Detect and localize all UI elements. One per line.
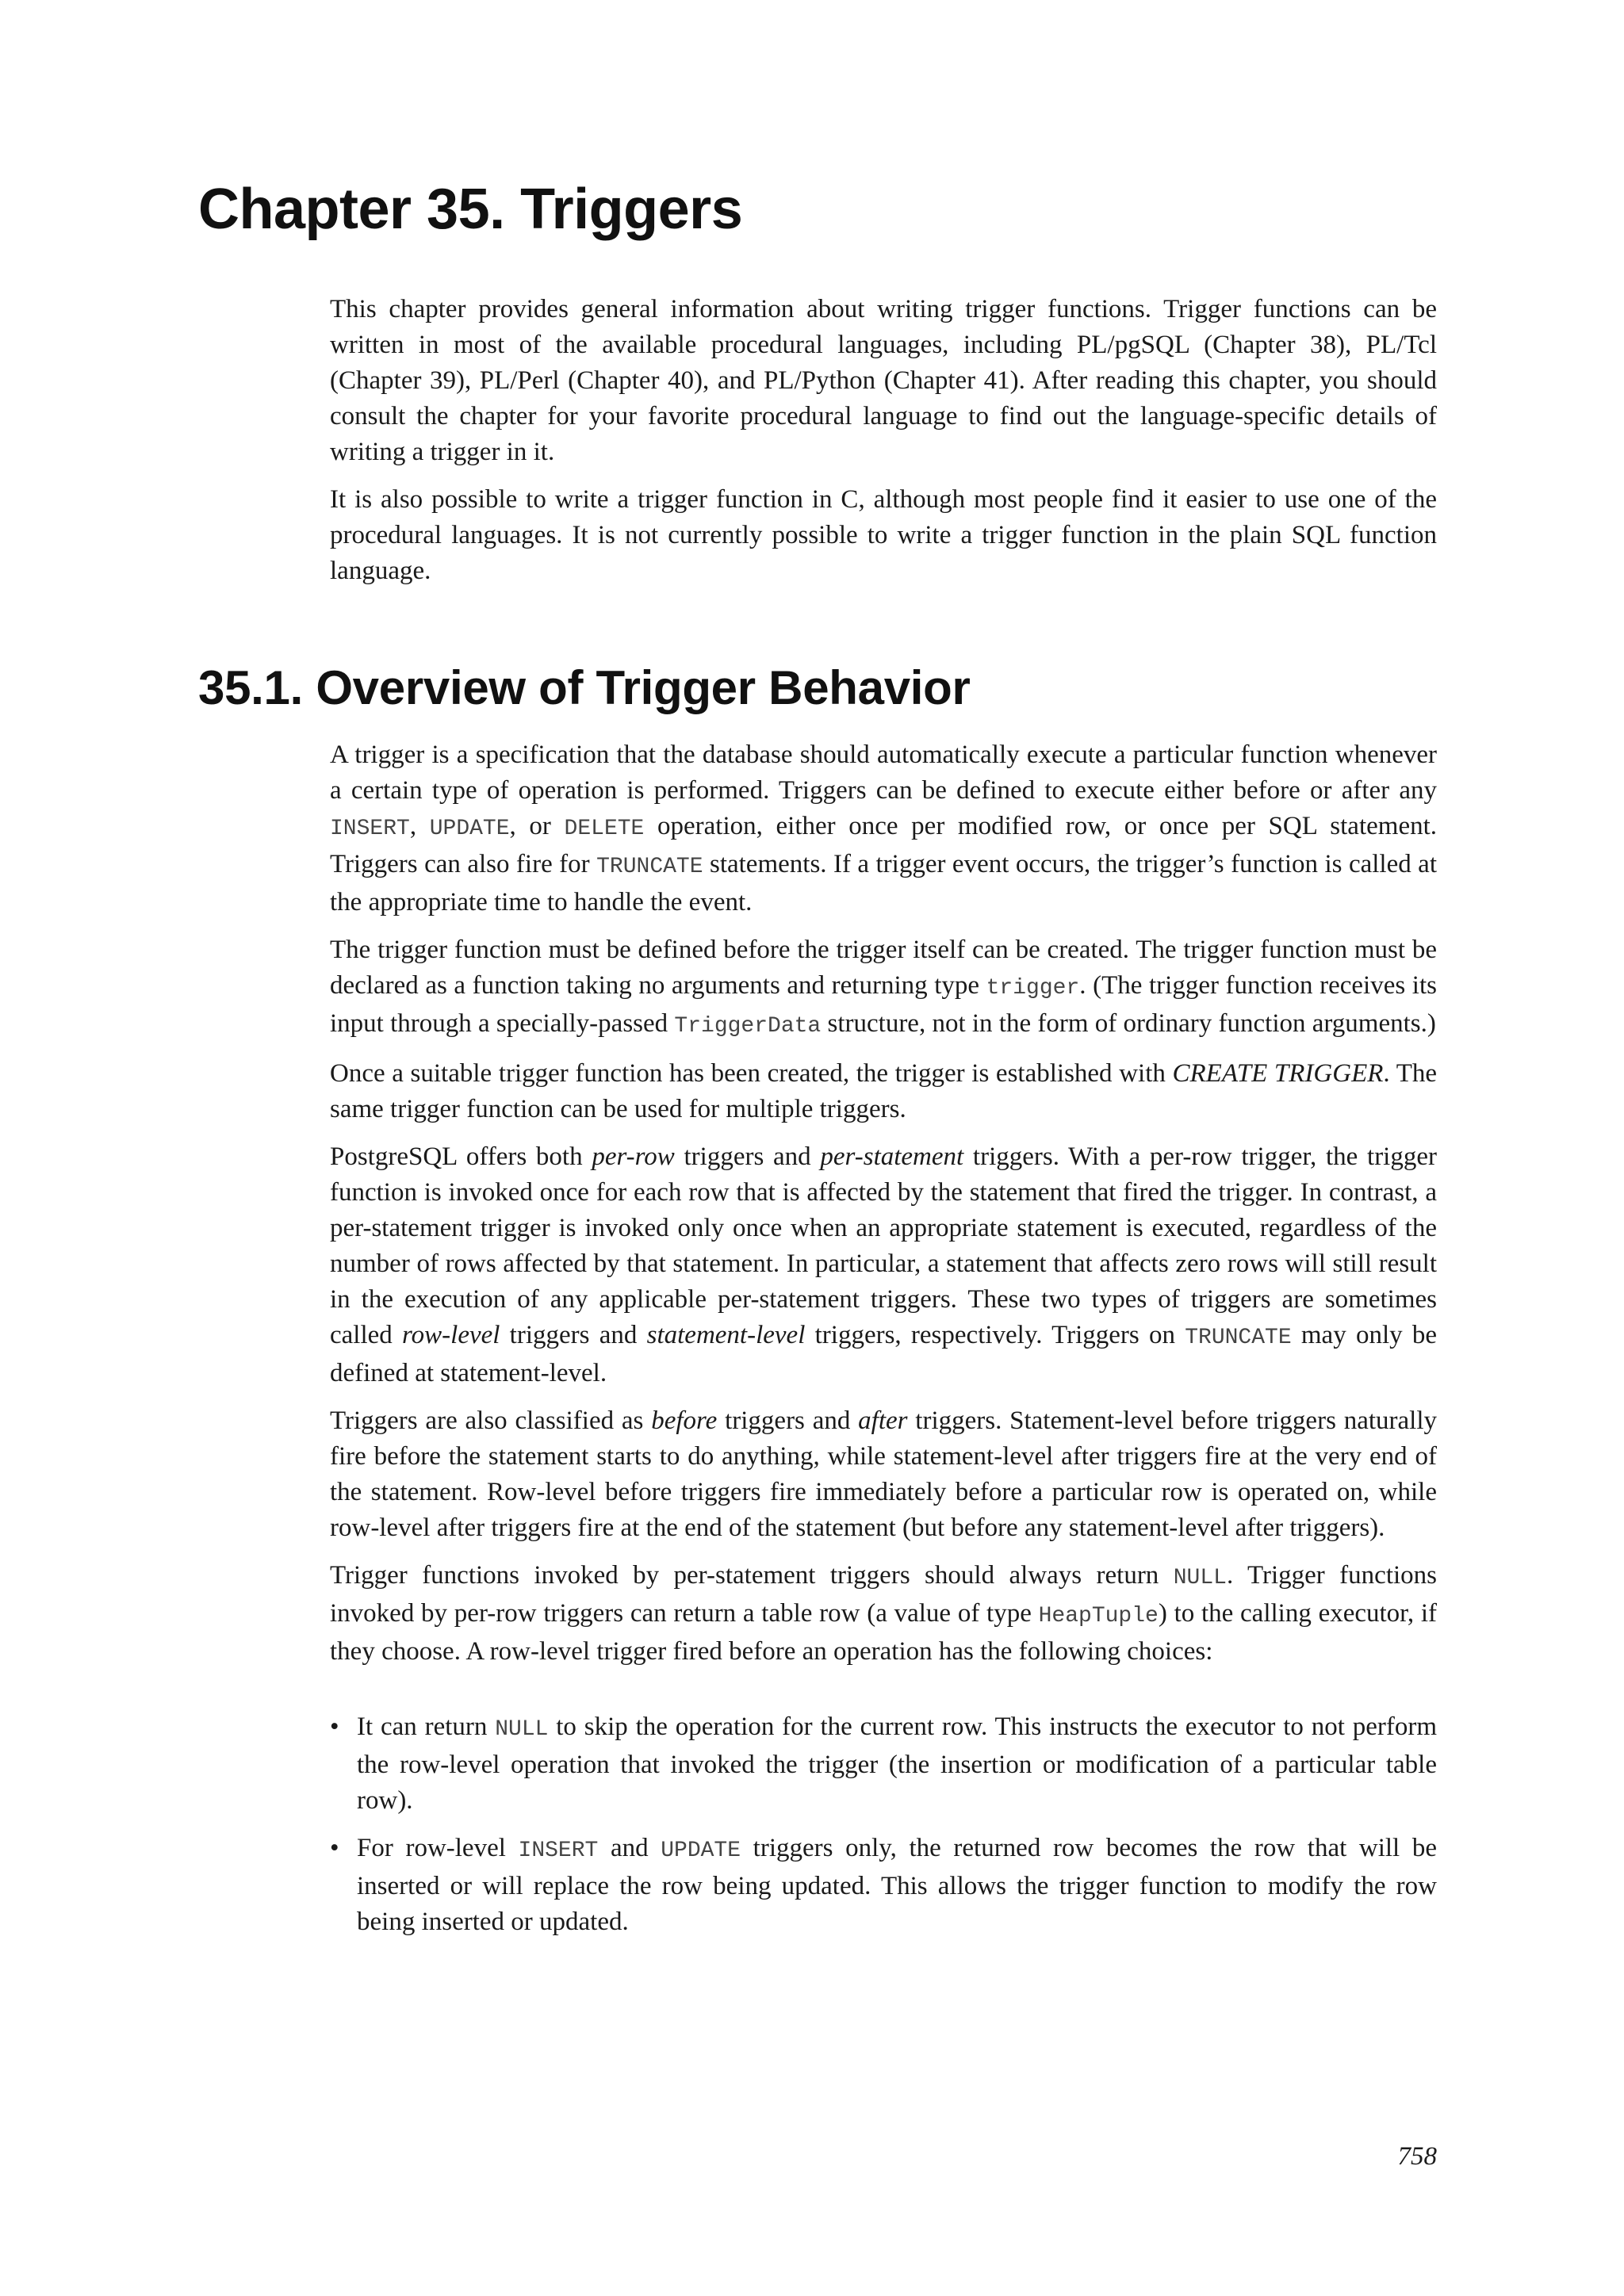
create-trigger-link[interactable]: CREATE TRIGGER xyxy=(1172,1059,1384,1088)
code-update: UPDATE xyxy=(429,817,510,841)
code-trigger-type: trigger xyxy=(986,976,1080,1001)
emphasis-before: before xyxy=(651,1406,718,1435)
code-null: NULL xyxy=(1173,1566,1227,1590)
intro-paragraph-1: This chapter provides general information about writing trigger functions. Trigger functions can be written in most of the available procedural languages, including PL/pgSQL (Chapter 38), PL/Tcl (Chapter 39), PL/Perl (Chapter 40), and PL/Python (Chapter 41). After reading this chapter, you should consult the chapter for your favorite procedural language to find out the language-specific details of writing a trigger in it. xyxy=(330,295,1437,466)
code-truncate-2: TRUNCATE xyxy=(1185,1326,1292,1350)
code-insert-2: INSERT xyxy=(518,1839,599,1863)
emphasis-row-level: row-level xyxy=(402,1321,500,1349)
emphasis-statement-level: statement-level xyxy=(646,1321,806,1349)
code-update-2: UPDATE xyxy=(661,1839,741,1863)
code-insert: INSERT xyxy=(330,817,410,841)
overview-paragraph-3: Once a suitable trigger function has been created, the trigger is established with CREATE TRIGGER. The same trigger function can be used for multiple triggers. xyxy=(330,1059,1438,1123)
code-null-2: NULL xyxy=(495,1717,549,1742)
overview-paragraph-6: Trigger functions invoked by per-statement triggers should always return NULL. Trigger functions invoked by per-row triggers can return a table row (a value of type HeapTuple) to the calling executor, if they choose. A row-level trigger fired before an operation has the following choices: xyxy=(330,1561,1438,1666)
section-title: 35.1. Overview of Trigger Behavior xyxy=(198,661,971,714)
page-number: 758 xyxy=(1397,2142,1437,2171)
emphasis-per-statement: per-statement xyxy=(820,1142,964,1171)
emphasis-per-row: per-row xyxy=(592,1142,675,1171)
emphasis-after: after xyxy=(858,1406,908,1435)
code-triggerdata: TriggerData xyxy=(674,1014,822,1039)
bullet-icon: • xyxy=(330,1712,339,1741)
code-truncate: TRUNCATE xyxy=(596,855,703,879)
choices-list xyxy=(330,1709,1437,1940)
intro-paragraph-2: It is also possible to write a trigger function in C, although most people find it easier to use one of the procedural languages. It is not currently possible to write a trigger function in the plain SQL function language. xyxy=(330,485,1437,585)
section-body xyxy=(330,737,1437,1952)
list-item: • For row-level INSERT and UPDATE triggers only, the returned row becomes the row that will be inserted or will replace the row being updated. This allows the trigger function to modify the row being inserted or updated. xyxy=(330,1831,1437,1940)
code-heaptuple: HeapTuple xyxy=(1038,1604,1159,1628)
bullet-icon: • xyxy=(330,1834,339,1862)
chapter-intro xyxy=(330,292,1437,601)
overview-paragraph-2: The trigger function must be defined before the trigger itself can be created. The trigger function must be declared as a function taking no arguments and returning type trigger. (The trigger function receives its input through a specially-passed TriggerData structure, not in the form of ordinary function arguments.) xyxy=(330,936,1437,1039)
overview-paragraph-5: Triggers are also classified as before triggers and after triggers. Statement-level before triggers naturally fire before the statement starts to do anything, while statement-level after triggers fire at the very end of the statement. Row-level before triggers fire immediately before a particular row is operated on, while row-level after triggers fire at the end of the statement (but before any statement-level after triggers). xyxy=(330,1406,1438,1542)
list-item: • It can return NULL to skip the operation for the current row. This instructs the executor to not perform the row-level operation that invoked the trigger (the insertion or modification of a particular table row). xyxy=(330,1709,1437,1819)
overview-paragraph-4: PostgreSQL offers both per-row triggers and per-statement triggers. With a per-row trigger, the trigger function is invoked once for each row that is affected by the statement that fired the trigger. In contrast, a per-statement trigger is invoked only once when an appropriate statement is executed, regardless of the number of rows affected by that statement. In particular, a statement that affects zero rows will still result in the execution of any applicable per-statement triggers. These two types of triggers are sometimes called row-level triggers and statement-level triggers, respectively. Triggers on TRUNCATE may only be defined at statement-level. xyxy=(330,1142,1438,1387)
chapter-title: Chapter 35. Triggers xyxy=(198,178,743,241)
overview-paragraph-1: A trigger is a specification that the database should automatically execute a particular function whenever a certain type of operation is performed. Triggers can be defined to execute either before or after any INSERT, UPDATE, or DELETE operation, either once per modified row, or once per SQL statement. Triggers can also fire for TRUNCATE statements. If a trigger event occurs, the trigger’s function is called at the appropriate time to handle the event. xyxy=(330,740,1438,916)
code-delete: DELETE xyxy=(564,817,645,841)
